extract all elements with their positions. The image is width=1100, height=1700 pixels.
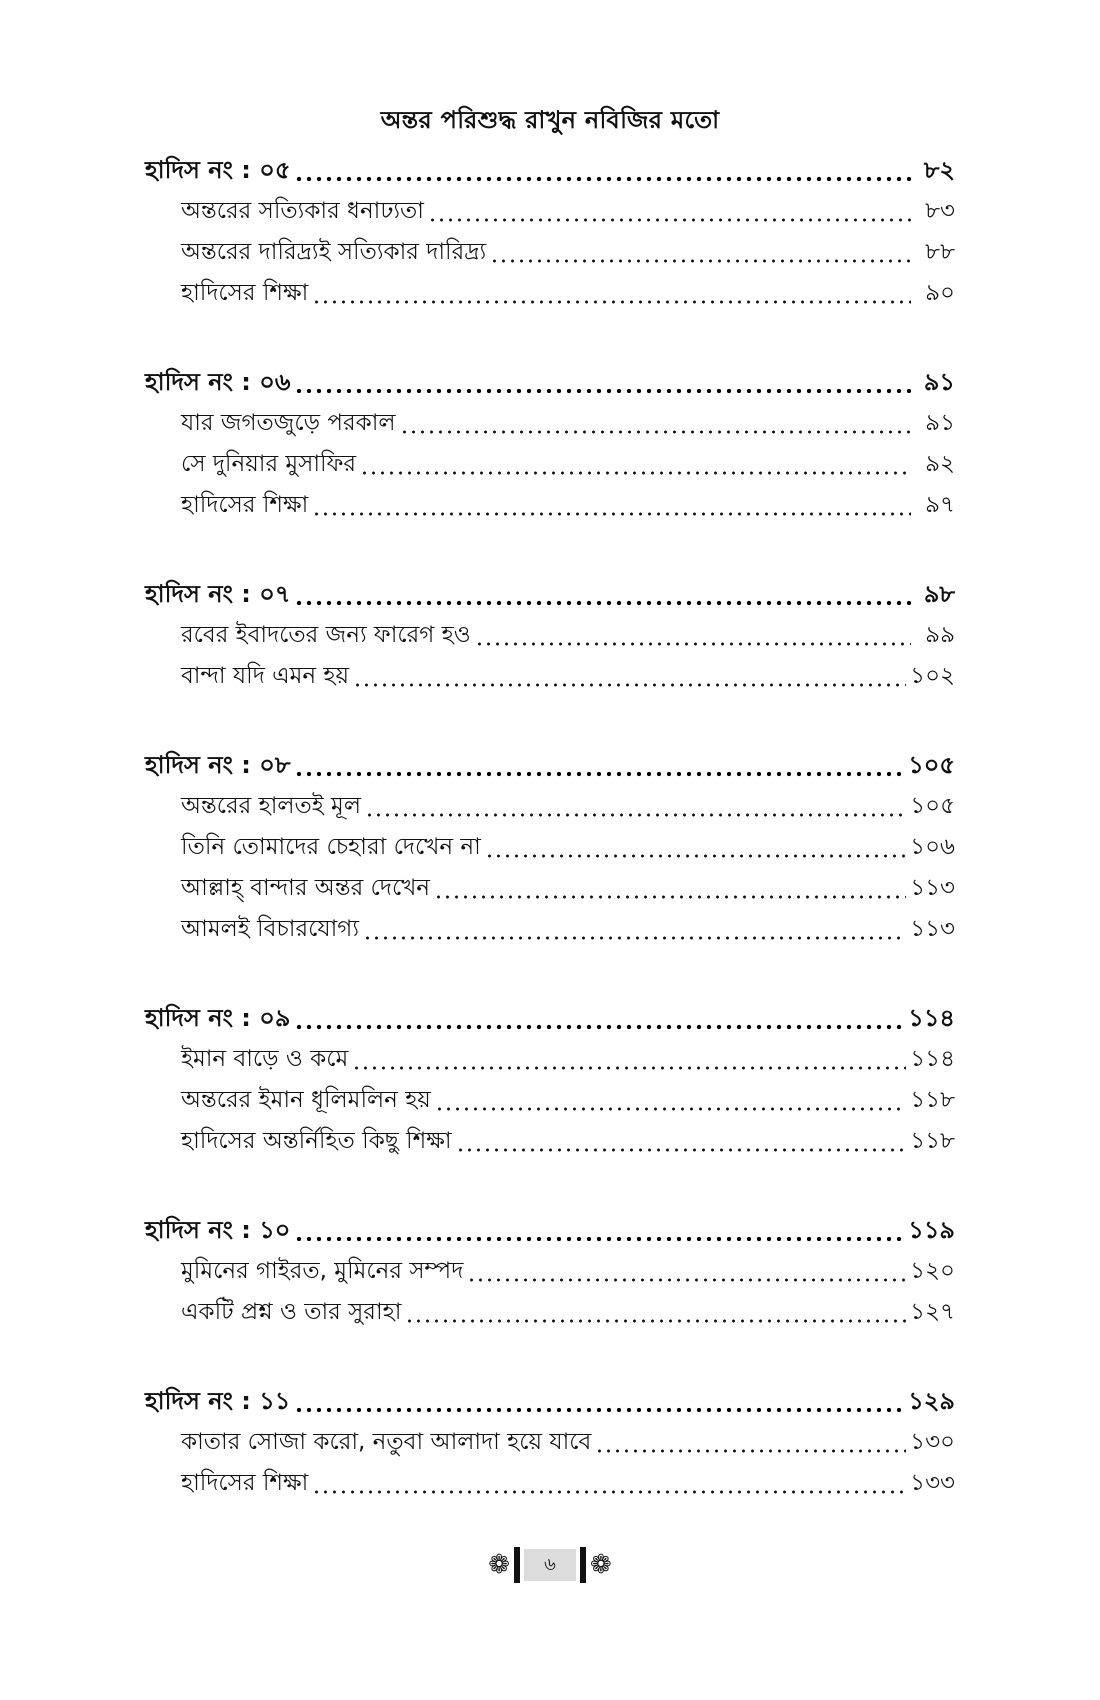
dot-leader bbox=[405, 1318, 906, 1324]
toc-entry[interactable] bbox=[145, 403, 955, 444]
toc-entry[interactable] bbox=[145, 1463, 955, 1504]
toc-entry[interactable] bbox=[145, 1251, 955, 1292]
toc-entry[interactable] bbox=[145, 1422, 955, 1463]
page-number: ৮৩ bbox=[925, 198, 955, 224]
page-number: ১০২ bbox=[910, 663, 955, 689]
toc-entry[interactable] bbox=[145, 1292, 955, 1333]
dot-leader bbox=[294, 1407, 904, 1413]
toc-heading[interactable] bbox=[145, 150, 955, 191]
page-number: ১১৩ bbox=[910, 916, 955, 942]
entry-label: কাতার সোজা করো, নতুবা আলাদা হয়ে যাবে bbox=[181, 1429, 592, 1455]
toc-entry[interactable] bbox=[145, 1121, 955, 1162]
dot-leader bbox=[428, 217, 911, 223]
toc-entry[interactable] bbox=[145, 273, 955, 314]
page-number: ১১৮ bbox=[910, 1128, 955, 1154]
page-number: ১২৭ bbox=[910, 1299, 955, 1325]
page-number: ১১৯ bbox=[908, 1216, 955, 1244]
dot-leader bbox=[294, 771, 904, 777]
dot-leader bbox=[353, 682, 906, 688]
toc-section bbox=[145, 1210, 955, 1333]
page-number: ৯৮ bbox=[923, 580, 955, 608]
toc-entry[interactable] bbox=[145, 656, 955, 697]
dot-leader bbox=[365, 812, 906, 818]
page-number: ১৩০ bbox=[910, 1429, 955, 1455]
heading-label: হাদিস নং : ০৯ bbox=[145, 1004, 291, 1032]
dot-leader bbox=[475, 641, 911, 647]
dot-leader bbox=[467, 1277, 906, 1283]
toc-heading[interactable] bbox=[145, 574, 955, 615]
page-number: ১২৯ bbox=[908, 1387, 955, 1415]
dot-leader bbox=[312, 299, 911, 305]
page-number: ৯৭ bbox=[925, 492, 955, 518]
toc-entry[interactable] bbox=[145, 786, 955, 827]
heading-label: হাদিস নং : ১১ bbox=[145, 1387, 291, 1415]
entry-label: আমলই বিচারযোগ্য bbox=[181, 916, 360, 942]
toc-entry[interactable] bbox=[145, 1039, 955, 1080]
ornament-bar bbox=[514, 1547, 520, 1583]
dot-leader bbox=[485, 853, 906, 859]
toc-heading[interactable] bbox=[145, 998, 955, 1039]
heading-label: হাদিস নং : ১০ bbox=[145, 1216, 291, 1244]
entry-label: রবের ইবাদতের জন্য ফারেগ হও bbox=[181, 622, 471, 648]
entry-label: অন্তরের দারিদ্র্যই সত্যিকার দারিদ্র্য bbox=[181, 239, 487, 265]
page-number: ৮২ bbox=[923, 156, 955, 184]
dot-leader bbox=[294, 1024, 904, 1030]
toc-entry[interactable] bbox=[145, 444, 955, 485]
toc-entry[interactable] bbox=[145, 615, 955, 656]
entry-label: তিনি তোমাদের চেহারা দেখেন না bbox=[181, 834, 481, 860]
entry-label: হাদিসের শিক্ষা bbox=[181, 492, 309, 518]
dot-leader bbox=[352, 1065, 906, 1071]
dot-leader bbox=[312, 1489, 906, 1495]
page-number: ৯০ bbox=[925, 280, 955, 306]
page-number: ৯১ bbox=[925, 410, 955, 436]
dot-leader bbox=[434, 894, 906, 900]
dot-leader bbox=[595, 1448, 906, 1454]
entry-label: সে দুনিয়ার মুসাফির bbox=[181, 451, 357, 477]
entry-label: একটি প্রশ্ন ও তার সুরাহা bbox=[181, 1299, 402, 1325]
dot-leader bbox=[294, 388, 911, 394]
toc-heading[interactable] bbox=[145, 1210, 955, 1251]
entry-label: হাদিসের অন্তর্নিহিত কিছু শিক্ষা bbox=[181, 1128, 452, 1154]
entry-label: আল্লাহ্‌ বান্দার অন্তর দেখেন bbox=[181, 875, 431, 901]
toc-section bbox=[145, 1381, 955, 1504]
page-title: অন্তর পরিশুদ্ধ রাখুন নবিজির মতো bbox=[380, 106, 720, 134]
toc-entry[interactable] bbox=[145, 232, 955, 273]
dot-leader bbox=[435, 1106, 906, 1112]
toc-entry[interactable] bbox=[145, 827, 955, 868]
dot-leader bbox=[363, 935, 906, 941]
page-number: ১১৪ bbox=[908, 1004, 955, 1032]
page-footer bbox=[0, 1545, 1100, 1585]
ornament-bar bbox=[580, 1547, 586, 1583]
toc-section bbox=[145, 362, 955, 526]
page-number: ১২০ bbox=[910, 1258, 955, 1284]
entry-label: অন্তরের হালতই মূল bbox=[181, 793, 361, 819]
toc-entry[interactable] bbox=[145, 485, 955, 526]
dot-leader bbox=[294, 600, 911, 606]
entry-label: হাদিসের শিক্ষা bbox=[181, 1470, 309, 1496]
toc-entry[interactable] bbox=[145, 909, 955, 950]
heading-label: হাদিস নং : ০৫ bbox=[145, 156, 291, 184]
entry-label: যার জগতজুড়ে পরকাল bbox=[181, 410, 396, 436]
entry-label: অন্তরের সত্যিকার ধনাঢ্যতা bbox=[181, 198, 424, 224]
heading-label: হাদিস নং : ০৬ bbox=[145, 368, 291, 396]
table-of-contents bbox=[145, 150, 955, 1552]
entry-label: হাদিসের শিক্ষা bbox=[181, 280, 309, 306]
heading-label: হাদিস নং : ০৭ bbox=[145, 580, 291, 608]
toc-entry[interactable] bbox=[145, 868, 955, 909]
dot-leader bbox=[294, 176, 911, 182]
page-number-badge: ৬ bbox=[524, 1549, 576, 1581]
flower-ornament-icon: ❁ bbox=[590, 1550, 612, 1580]
entry-label: অন্তরের ইমান ধূলিমলিন হয় bbox=[181, 1087, 431, 1113]
page-number: ১৩৩ bbox=[910, 1470, 955, 1496]
toc-section bbox=[145, 574, 955, 697]
dot-leader bbox=[490, 258, 911, 264]
dot-leader bbox=[360, 470, 911, 476]
page-number: ১১৩ bbox=[910, 875, 955, 901]
toc-entry[interactable] bbox=[145, 191, 955, 232]
page-number: ১০৫ bbox=[910, 793, 955, 819]
page-number: ১০৬ bbox=[910, 834, 955, 860]
heading-label: হাদিস নং : ০৮ bbox=[145, 751, 291, 779]
toc-heading[interactable] bbox=[145, 362, 955, 403]
toc-heading[interactable] bbox=[145, 1381, 955, 1422]
entry-label: বান্দা যদি এমন হয় bbox=[181, 663, 350, 689]
page-number: ১০৫ bbox=[908, 751, 955, 779]
entry-label: মুমিনের গাইরত, মুমিনের সম্পদ bbox=[181, 1258, 464, 1284]
toc-section bbox=[145, 150, 955, 314]
page-number: ১১৮ bbox=[910, 1087, 955, 1113]
flower-ornament-icon: ❁ bbox=[488, 1550, 510, 1580]
page-number: ১১৪ bbox=[910, 1046, 955, 1072]
dot-leader bbox=[312, 511, 911, 517]
page-number: ৯৯ bbox=[925, 622, 955, 648]
dot-leader bbox=[294, 1236, 904, 1242]
toc-section bbox=[145, 998, 955, 1162]
page-number: ৮৮ bbox=[925, 239, 955, 265]
toc-section bbox=[145, 745, 955, 950]
page-number: ৯১ bbox=[923, 368, 955, 396]
dot-leader bbox=[400, 429, 911, 435]
toc-entry[interactable] bbox=[145, 1080, 955, 1121]
toc-heading[interactable] bbox=[145, 745, 955, 786]
dot-leader bbox=[456, 1147, 907, 1153]
page-number: ৯২ bbox=[925, 451, 955, 477]
entry-label: ইমান বাড়ে ও কমে bbox=[181, 1046, 349, 1072]
